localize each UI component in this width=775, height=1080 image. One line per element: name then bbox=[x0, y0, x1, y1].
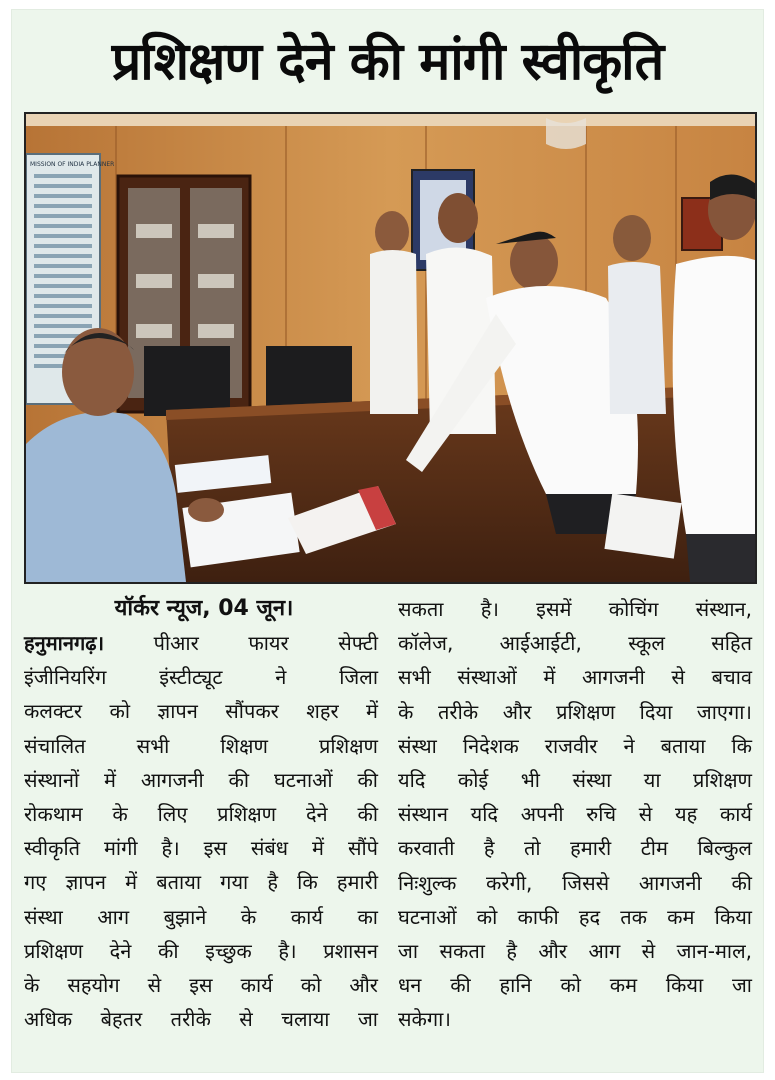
article-line: संस्था आग बुझाने के कार्य का bbox=[24, 904, 378, 929]
location-lead: हनुमानगढ़। bbox=[24, 631, 105, 655]
article-line: सकता है। इसमें कोचिंग संस्थान, bbox=[398, 597, 752, 621]
article-line: के सहयोग से इस कार्य को और bbox=[24, 973, 378, 998]
article-line: धन की हानि को कम किया जा bbox=[398, 973, 752, 998]
article-line: कलक्टर को ज्ञापन सौंपकर शहर में bbox=[24, 699, 378, 724]
article-line: यदि कोई भी संस्था या प्रशिक्षण bbox=[398, 768, 752, 793]
article-column-2 bbox=[398, 592, 752, 1037]
article-line: प्रशिक्षण देने की इच्छुक है। प्रशासन bbox=[24, 938, 378, 963]
article-line: जा सकता है और आग से जान-माल, bbox=[398, 939, 752, 964]
article-line: करवाती है तो हमारी टीम बिल्कुल bbox=[398, 836, 752, 861]
headline: प्रशिक्षण देने की मांगी स्वीकृति bbox=[111, 31, 664, 92]
article-line: सभी संस्थाओं में आगजनी से बचाव bbox=[398, 665, 752, 690]
article-line: संस्थान यदि अपनी रुचि से यह कार्य bbox=[398, 802, 752, 827]
dateline: यॉर्कर न्यूज, 04 जून। bbox=[114, 596, 294, 621]
news-photo bbox=[24, 112, 757, 584]
article-line: हनुमानगढ़। पीआर फायर सेफ्टी bbox=[24, 631, 379, 655]
article-line: गए ज्ञापन में बताया गया है कि हमारी bbox=[24, 870, 378, 895]
article-line: संस्थानों में आगजनी की घटनाओं की bbox=[24, 767, 378, 792]
article-line: घटनाओं को काफी हद तक कम किया bbox=[398, 904, 752, 929]
article-line: निःशुल्क करेगी, जिससे आगजनी की bbox=[398, 870, 752, 895]
article-line: संचालित सभी शिक्षण प्रशिक्षण bbox=[24, 733, 378, 758]
article-line: अधिक बेहतर तरीके से चलाया जा bbox=[24, 1007, 378, 1032]
article-line: स्वीकृति मांगी है। इस संबंध में सौंपे bbox=[24, 836, 378, 861]
article-line: सकेगा। bbox=[398, 1007, 451, 1032]
article-line: के तरीके और प्रशिक्षण दिया जाएगा। bbox=[398, 699, 752, 724]
article-line: इंजीनियरिंग इंस्टीट्यूट ने जिला bbox=[24, 665, 378, 690]
article-line: कॉलेज, आईआईटी, स्कूल सहित bbox=[398, 631, 752, 656]
article-column-1 bbox=[24, 626, 378, 1036]
article-line: संस्था निदेशक राजवीर ने बताया कि bbox=[398, 733, 752, 758]
svg-text:MISSION OF INDIA PLANNER: MISSION OF INDIA PLANNER bbox=[30, 161, 115, 168]
article-line: रोकथाम के लिए प्रशिक्षण देने की bbox=[24, 802, 378, 827]
